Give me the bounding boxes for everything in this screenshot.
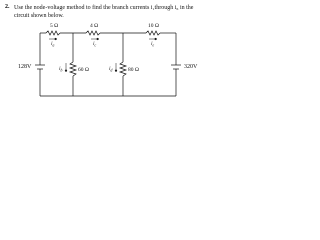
resistor-r4-label: 60 Ω [78,67,89,73]
resistor-r5-label: 80 Ω [128,67,139,73]
problem-number: 2. [5,4,10,10]
page [0,0,200,112]
resistor-r2-zigzag [86,31,100,35]
resistor-r2-label: 4 Ω [90,23,99,29]
circuit-diagram [0,0,200,112]
resistor-r3-zigzag [146,31,160,35]
current-label-e: $i_e$ [151,41,155,48]
resistor-r1-label: 5 Ω [50,23,59,29]
problem-statement: Use the node-voltage method to find the branch currents i₁through i₆ in the circuit shown below. [14,5,194,19]
resistor-r1-zigzag [46,31,60,35]
resistor-r4-zigzag [70,62,76,76]
right-source-label: 320V [184,64,198,70]
current-label-c: $i_c$ [93,41,97,48]
current-label-a: $i_a$ [51,41,55,48]
resistor-r3-label: 10 Ω [148,23,159,29]
resistor-r5-zigzag [120,62,126,76]
current-label-d: $i_d$ [109,66,113,73]
left-source-label: 128V [18,64,32,70]
current-label-b: $i_b$ [59,66,63,73]
